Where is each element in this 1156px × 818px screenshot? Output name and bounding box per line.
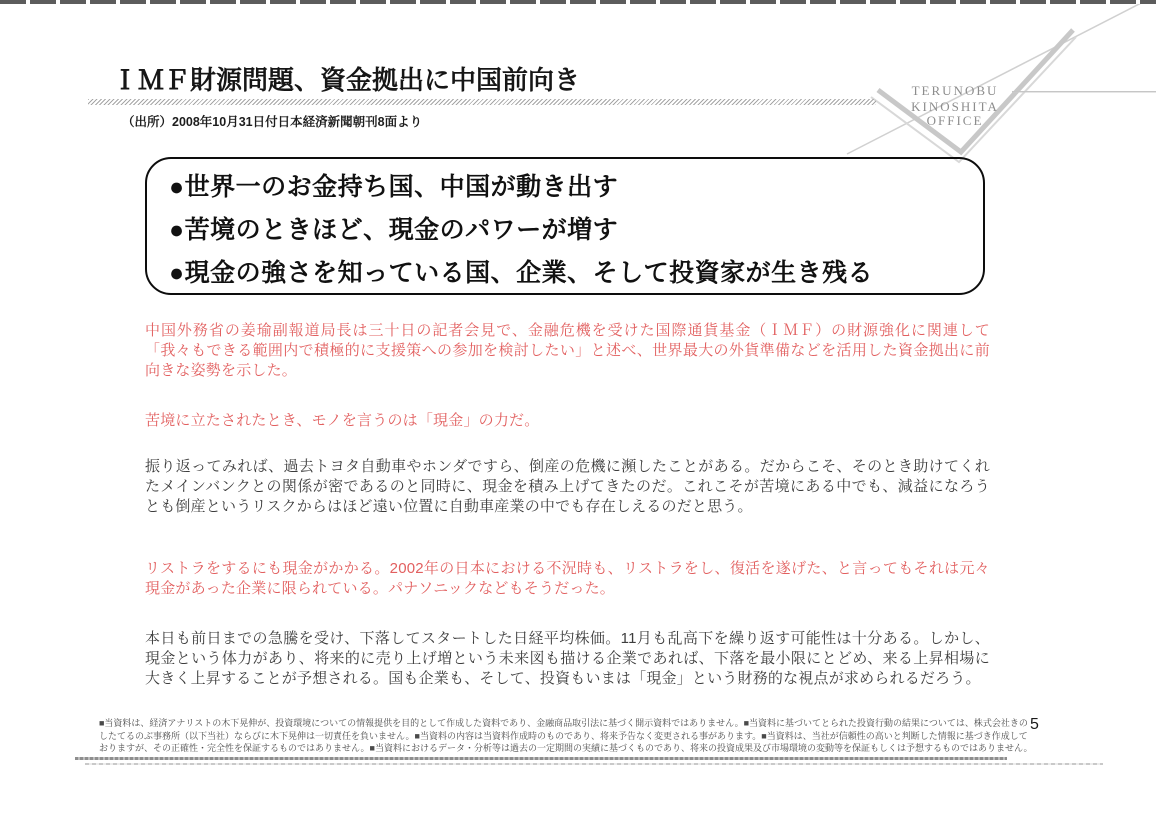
- disclaimer-line: ■当資料は、経済アナリストの木下晃伸が、投資環境についての情報提供を目的として作成した資料であり、金融商品取引法に基づく開示資料ではありません。■当資料に基づいてとられた投資行動の結果については、株式会社きの: [99, 718, 1028, 728]
- footer-divider-line-2: [85, 763, 1103, 765]
- disclaimer-footer: [99, 717, 1039, 755]
- key-points-box: [145, 157, 985, 295]
- logo-line-3: OFFICE: [926, 113, 984, 128]
- body-paragraph: 本日も前日までの急騰を受け、下落してスタートした日経平均株価。11月も乱高下を繰り返す可能性は十分ある。しかし、現金という体力があり、将来的に売り上げ増という未来図も描ける企業であれば、下落を最小限にとどめ、来る上昇相場に大きく上昇することが予想される。国も企業も、そして、投資もいまは「現金」という財務的な視点が求められるだろう。: [145, 630, 990, 687]
- disclaimer-line: おりますが、その正確性・完全性を保証するものではありません。■当資料におけるデータ・分析等は過去の一定期間の実績に基づくものであり、将来の投資成果及び市場環境の変動等を保証もしくは予想するものではありません。: [99, 743, 1033, 753]
- logo-checkmark-icon: [847, 4, 1156, 162]
- logo-line-2: KINOSHITA: [911, 99, 999, 114]
- key-point-item: ●世界一のお金持ち国、中国が動き出す: [169, 173, 619, 201]
- body-paragraph: リストラをするにも現金がかかる。2002年の日本における不況時も、リストラをし、復活を遂げた、と言ってもそれは元々現金があった企業に限られている。パナソニックなどもそうだった。: [145, 560, 990, 597]
- logo-underline: [1012, 91, 1156, 92]
- body-paragraph: 中国外務省の姜瑜副報道局長は三十日の記者会見で、金融危機を受けた国際通貨基金（ＩＭＦ）の財源強化に関連して「我々もできる範囲内で積極的に支援策への参加を検討したい」と述べ、世界最大の外貨準備などを活用した資金拠出に前向きな姿勢を示した。: [145, 322, 990, 379]
- key-point-item: ●苦境のときほど、現金のパワーが増す: [169, 216, 619, 244]
- source-caption: （出所）2008年10月31日付日本経済新聞朝刊8面より: [122, 115, 423, 129]
- body-paragraph: 苦境に立たされたとき、モノを言うのは「現金」の力だ。: [145, 412, 540, 429]
- office-logo: [845, 4, 1156, 166]
- disclaimer-line: したてるのぶ事務所（以下当社）ならびに木下晃伸は一切責任を負いません。■当資料の内容は当資料作成時のものであり、将来予告なく変更される事があります。■当資料は、当社が信頼性の高いと判断した情報に基づき作成して: [99, 730, 1028, 741]
- footer-divider-line-1: [75, 757, 1007, 760]
- logo-line-1: TERUNOBU: [911, 83, 999, 98]
- title-underline: [88, 99, 876, 105]
- page-title: ＩＭＦ財源問題、資金拠出に中国前向き: [112, 65, 581, 95]
- page-number: 5: [1030, 716, 1039, 733]
- body-paragraph: 振り返ってみれば、過去トヨタ自動車やホンダですら、倒産の危機に瀕したことがある。だからこそ、そのとき助けてくれたメインバンクとの関係が密であるのと同時に、現金を積み上げてきたのだ。これこそが苦境にある中でも、減益になろうとも倒産というリスクからはほど遠い位置に自動車産業の中でも存在しえるのだと思う。: [145, 458, 990, 515]
- key-point-item: ●現金の強さを知っている国、企業、そして投資家が生き残る: [169, 259, 874, 287]
